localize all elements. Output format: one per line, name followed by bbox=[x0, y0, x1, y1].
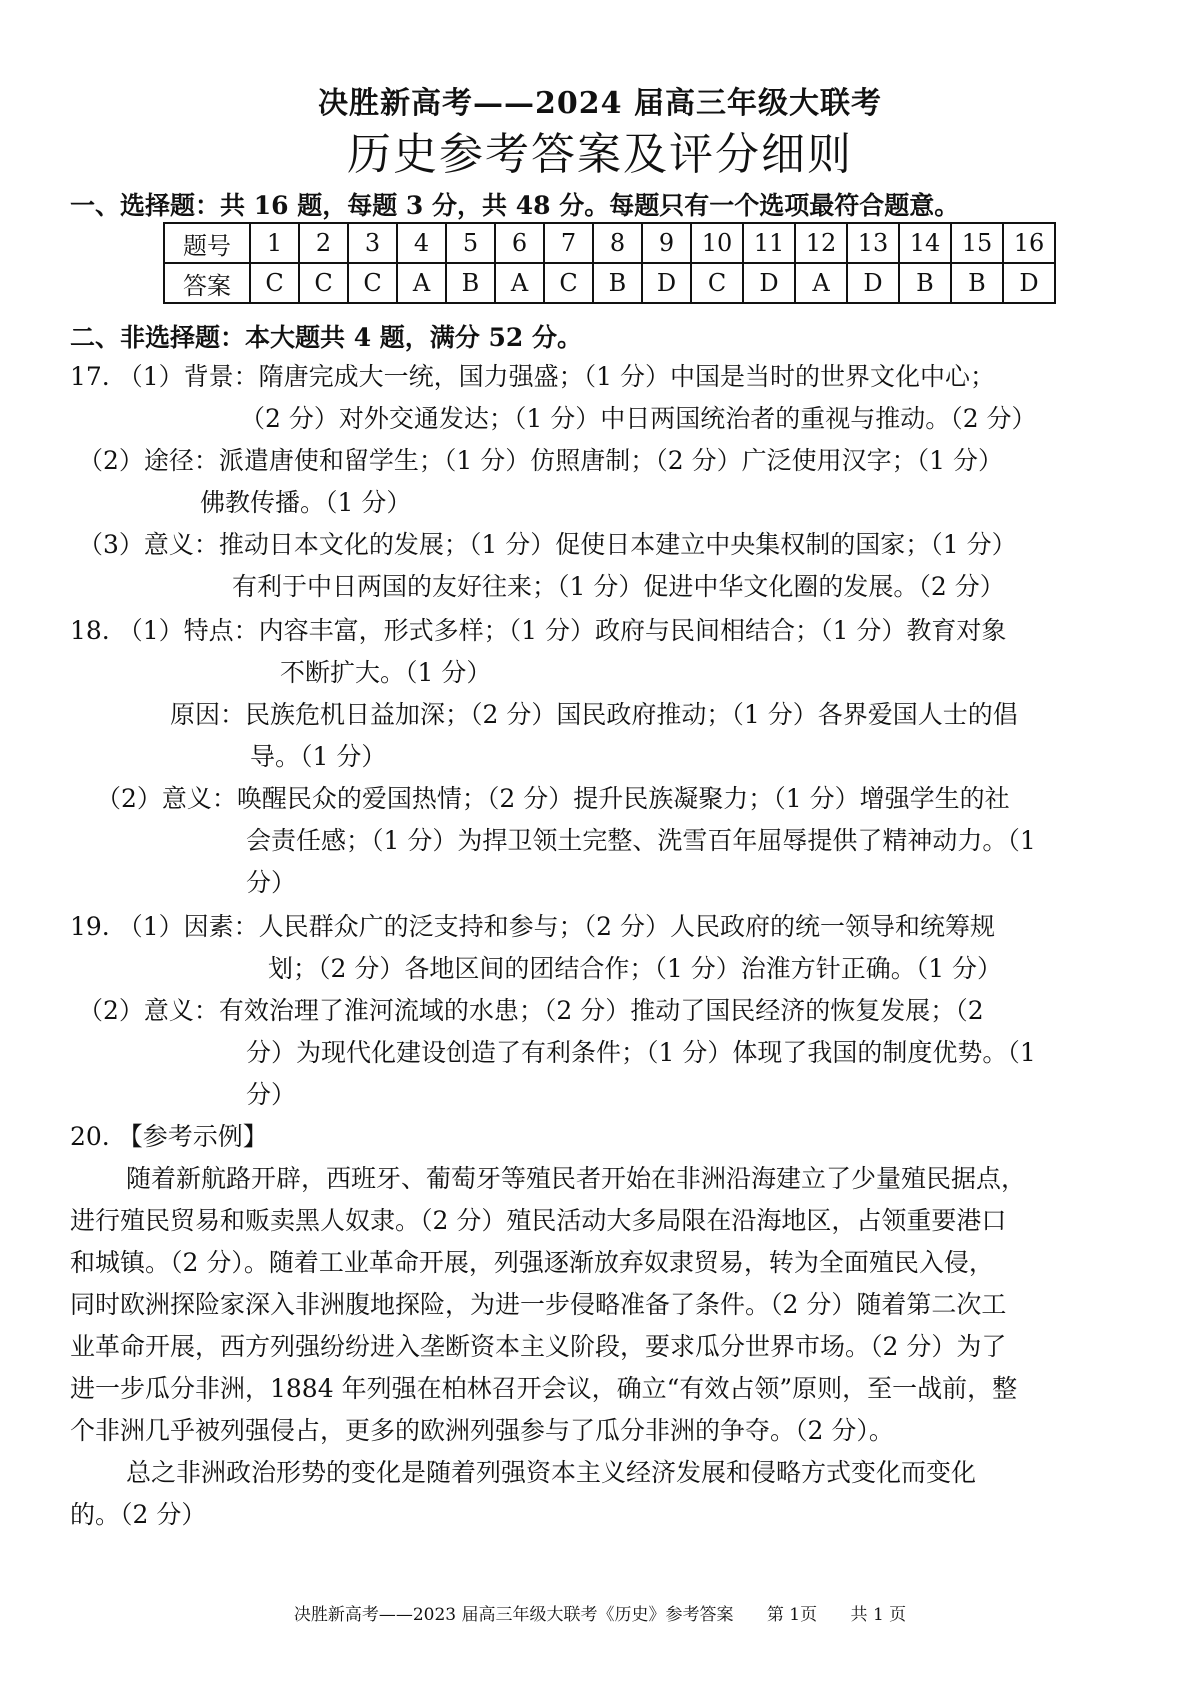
answer-line: 分） bbox=[246, 868, 297, 897]
answer-cell: C bbox=[348, 263, 397, 303]
row-label-question: 题号 bbox=[164, 223, 250, 263]
answer-line: 进行殖民贸易和贩卖黑人奴隶。（2 分）殖民活动大多局限在沿海地区，占领重要港口 bbox=[70, 1206, 1007, 1235]
question-number: 7 bbox=[544, 223, 593, 263]
answer-line: （2）意义：有效治理了淮河流域的水患；（2 分）推动了国民经济的恢复发展；（2 bbox=[78, 996, 984, 1025]
answer-line: （2）途径：派遣唐使和留学生；（1 分）仿照唐制；（2 分）广泛使用汉字；（1 分） bbox=[78, 446, 1003, 475]
answer-cell: C bbox=[544, 263, 593, 303]
question-number-row bbox=[164, 223, 1055, 263]
question-number: 1 bbox=[250, 223, 299, 263]
question-number: 3 bbox=[348, 223, 397, 263]
answer-cell: C bbox=[250, 263, 299, 303]
answer-cell: D bbox=[743, 263, 795, 303]
answer-cell: D bbox=[642, 263, 691, 303]
answer-cell: D bbox=[847, 263, 899, 303]
document-title: 历史参考答案及评分细则 bbox=[347, 129, 853, 180]
answer-cell: D bbox=[1003, 263, 1055, 303]
question-number: 11 bbox=[743, 223, 795, 263]
question-number: 9 bbox=[642, 223, 691, 263]
question-number: 13 bbox=[847, 223, 899, 263]
question-number: 4 bbox=[397, 223, 446, 263]
answer-table bbox=[163, 222, 1056, 304]
answer-line: 分） bbox=[246, 1080, 297, 1109]
footer-page-number: 第 1页 bbox=[766, 1605, 818, 1625]
answer-line: 17. （1）背景：隋唐完成大一统，国力强盛；（1 分）中国是当时的世界文化中心； bbox=[70, 362, 995, 391]
answer-cell: A bbox=[397, 263, 446, 303]
page-footer bbox=[0, 1600, 1200, 1625]
answer-line: 个非洲几乎被列强侵占，更多的欧洲列强参与了瓜分非洲的争夺。（2 分）。 bbox=[70, 1416, 894, 1445]
answer-cell: C bbox=[299, 263, 348, 303]
answer-cell: A bbox=[495, 263, 544, 303]
question-number: 5 bbox=[446, 223, 495, 263]
question-number: 12 bbox=[795, 223, 847, 263]
answer-line: （3）意义：推动日本文化的发展；（1 分）促使日本建立中央集权制的国家；（1 分） bbox=[78, 530, 1017, 559]
question-number: 14 bbox=[899, 223, 951, 263]
exam-title: 决胜新高考——2024 届高三年级大联考 bbox=[318, 86, 882, 121]
question-number: 8 bbox=[593, 223, 642, 263]
question-number: 16 bbox=[1003, 223, 1055, 263]
answer-cell: B bbox=[951, 263, 1003, 303]
answer-line: （2）意义：唤醒民众的爱国热情；（2 分）提升民族凝聚力；（1 分）增强学生的社 bbox=[96, 784, 1010, 813]
answer-line: 同时欧洲探险家深入非洲腹地探险，为进一步侵略准备了条件。（2 分）随着第二次工 bbox=[70, 1290, 1007, 1319]
answer-line: 进一步瓜分非洲，1884 年列强在柏林召开会议，确立“有效占领”原则，至一战前，整 bbox=[70, 1374, 1018, 1403]
answer-cell: C bbox=[691, 263, 743, 303]
answer-line: 佛教传播。（1 分） bbox=[200, 488, 412, 517]
footer-title: 决胜新高考——2023 届高三年级大联考《历史》参考答案 bbox=[293, 1605, 734, 1625]
answer-line: 不断扩大。（1 分） bbox=[280, 658, 492, 687]
answer-cell: B bbox=[446, 263, 495, 303]
answer-line: 有利于中日两国的友好往来；（1 分）促进中华文化圈的发展。（2 分） bbox=[232, 572, 1005, 601]
question-number: 6 bbox=[495, 223, 544, 263]
answer-line: 总之非洲政治形势的变化是随着列强资本主义经济发展和侵略方式变化而变化 bbox=[126, 1458, 977, 1487]
footer-total-pages: 共 1 页 bbox=[850, 1605, 907, 1625]
answer-line: 会责任感；（1 分）为捍卫领土完整、洗雪百年屈辱提供了精神动力。（1 bbox=[246, 826, 1036, 855]
answer-line: 导。（1 分） bbox=[250, 742, 387, 771]
question-number: 15 bbox=[951, 223, 1003, 263]
answer-line: 随着新航路开辟，西班牙、葡萄牙等殖民者开始在非洲沿海建立了少量殖民据点， bbox=[126, 1164, 1027, 1193]
row-label-answer: 答案 bbox=[164, 263, 250, 303]
answer-line: 原因：民族危机日益加深；（2 分）国民政府推动；（1 分）各界爱国人士的倡 bbox=[170, 700, 1018, 729]
answer-row bbox=[164, 263, 1055, 303]
section1-heading: 一、选择题：共 16 题，每题 3 分，共 48 分。每题只有一个选项最符合题意。 bbox=[70, 191, 960, 220]
answer-line: 划；（2 分）各地区间的团结合作；（1 分）治淮方针正确。（1 分） bbox=[268, 954, 1003, 983]
answer-line: 和城镇。（2 分）。随着工业革命开展，列强逐渐放弃奴隶贸易，转为全面殖民入侵， bbox=[70, 1248, 994, 1277]
answer-cell: B bbox=[899, 263, 951, 303]
answer-line: 的。（2 分） bbox=[70, 1500, 207, 1529]
answer-line: 业革命开展，西方列强纷纷进入垄断资本主义阶段，要求瓜分世界市场。（2 分）为了 bbox=[70, 1332, 1007, 1361]
question-number: 2 bbox=[299, 223, 348, 263]
answer-line: 20. 【参考示例】 bbox=[70, 1122, 268, 1151]
answer-line: （2 分）对外交通发达；（1 分）中日两国统治者的重视与推动。（2 分） bbox=[240, 404, 1037, 433]
answer-line: 18. （1）特点：内容丰富，形式多样；（1 分）政府与民间相结合；（1 分）教育对象 bbox=[70, 616, 1007, 645]
section2-heading: 二、非选择题：本大题共 4 题，满分 52 分。 bbox=[70, 323, 583, 352]
answer-line: 分）为现代化建设创造了有利条件；（1 分）体现了我国的制度优势。（1 bbox=[246, 1038, 1036, 1067]
answer-line: 19. （1）因素：人民群众广的泛支持和参与；（2 分）人民政府的统一领导和统筹规 bbox=[70, 912, 995, 941]
question-number: 10 bbox=[691, 223, 743, 263]
answer-cell: A bbox=[795, 263, 847, 303]
answer-cell: B bbox=[593, 263, 642, 303]
